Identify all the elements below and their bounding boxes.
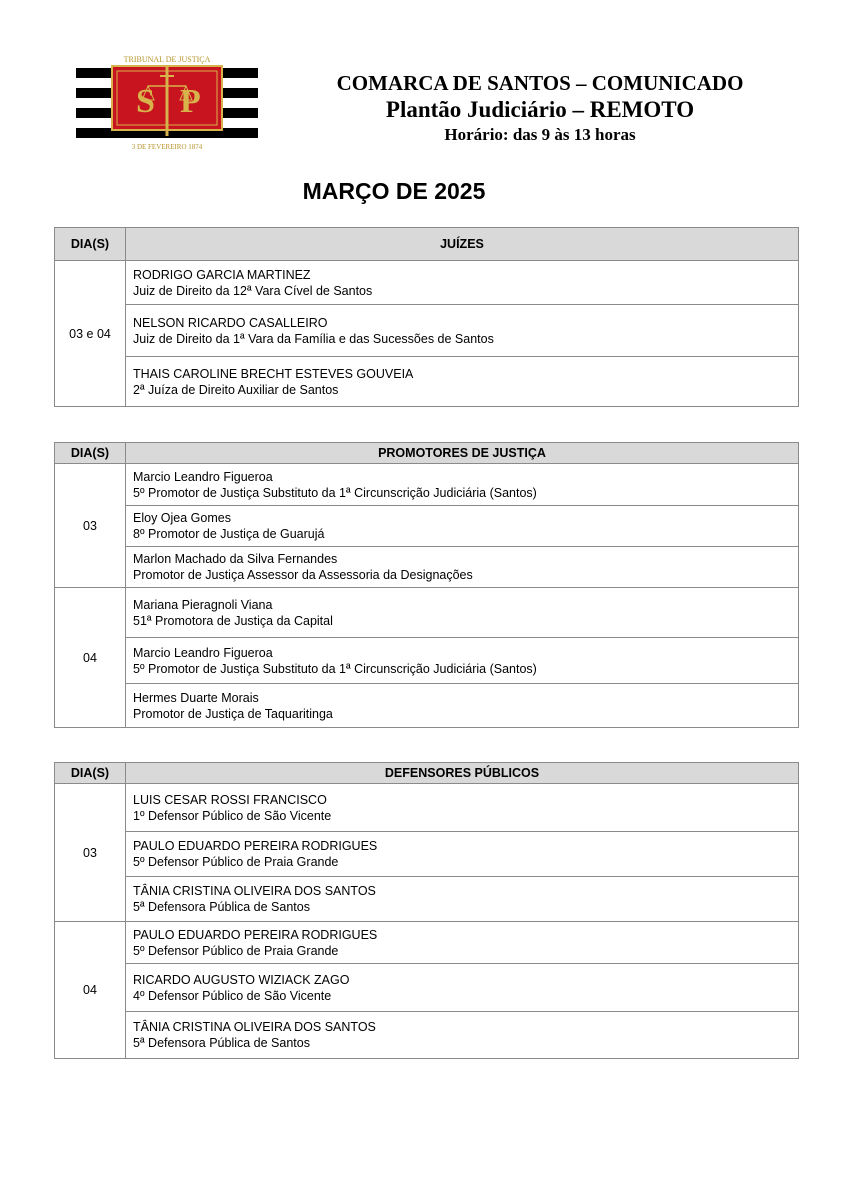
person-name: PAULO EDUARDO PEREIRA RODRIGUES [133, 927, 378, 942]
seal-letter-p: P [180, 83, 201, 120]
person-role: Promotor de Justiça Assessor da Assessoria da Designações [133, 568, 473, 582]
day-cell: 03 [55, 784, 126, 922]
person-cell [126, 261, 799, 305]
person-role: 51ª Promotora de Justiça da Capital [133, 613, 333, 628]
table-row [55, 684, 799, 728]
person-role: 5º Defensor Público de Praia Grande [133, 943, 339, 958]
person-name: LUIS CESAR ROSSI FRANCISCO [133, 792, 327, 807]
table-header-row [55, 763, 799, 784]
person-name: Mariana Pieragnoli Viana [133, 597, 273, 612]
person-cell [126, 638, 799, 684]
col-header-day: DIA(S) [55, 763, 126, 784]
header-line-plantao: Plantão Judiciário – REMOTO [385, 97, 695, 122]
person-role: Juiz de Direito da 1ª Vara da Família e das Sucessões de Santos [133, 331, 494, 346]
col-header-day: DIA(S) [55, 443, 126, 464]
col-header-title: PROMOTORES DE JUSTIÇA [126, 443, 799, 464]
table-row [55, 506, 799, 547]
header-text [300, 70, 780, 146]
person-name: Marlon Machado da Silva Fernandes [133, 552, 338, 566]
person-cell [126, 784, 799, 832]
person-role: Promotor de Justiça de Taquaritinga [133, 706, 333, 721]
table-row [55, 305, 799, 357]
person-cell [126, 464, 799, 506]
juizes-table [54, 227, 799, 407]
table-row [55, 261, 799, 305]
person-name: THAIS CAROLINE BRECHT ESTEVES GOUVEIA [133, 366, 414, 381]
defensores-table [54, 762, 799, 1059]
day-cell: 03 e 04 [55, 261, 126, 407]
person-cell [126, 506, 799, 547]
person-name: RICARDO AUGUSTO WIZIACK ZAGO [133, 972, 350, 987]
person-cell [126, 922, 799, 964]
seal-letter-s: S [136, 83, 155, 120]
person-name: Marcio Leandro Figueroa [133, 469, 273, 484]
person-role: 2ª Juíza de Direito Auxiliar de Santos [133, 382, 339, 397]
header-line-comarca: COMARCA DE SANTOS – COMUNICADO [336, 71, 744, 95]
person-cell [126, 684, 799, 728]
person-name: Marcio Leandro Figueroa [133, 645, 273, 660]
seal-text-top: TRIBUNAL DE JUSTIÇA [123, 55, 211, 64]
person-cell [126, 964, 799, 1012]
table-row [55, 638, 799, 684]
table-row [55, 1012, 799, 1059]
col-header-title: JUÍZES [126, 228, 799, 261]
person-role: 5º Defensor Público de Praia Grande [133, 855, 339, 869]
tribunal-seal-logo [76, 52, 258, 156]
person-name: NELSON RICARDO CASALLEIRO [133, 315, 328, 330]
person-name: Hermes Duarte Morais [133, 690, 259, 705]
person-role: 5ª Defensora Pública de Santos [133, 1036, 310, 1050]
person-role: 8º Promotor de Justiça de Guarujá [133, 527, 325, 541]
person-role: 1º Defensor Público de São Vicente [133, 808, 332, 823]
person-cell [126, 877, 799, 922]
person-cell [126, 305, 799, 357]
person-role: 5ª Defensora Pública de Santos [133, 900, 310, 914]
promotores-table [54, 442, 799, 728]
person-cell [126, 588, 799, 638]
page-header [0, 0, 849, 160]
day-cell: 03 [55, 464, 126, 588]
person-role: 4º Defensor Público de São Vicente [133, 988, 332, 1003]
table-row [55, 832, 799, 877]
person-cell [126, 832, 799, 877]
col-header-title: DEFENSORES PÚBLICOS [126, 763, 799, 784]
person-role: 5º Promotor de Justiça Substituto da 1ª Circunscrição Judiciária (Santos) [133, 485, 537, 500]
table-header-row [55, 228, 799, 261]
person-name: TÂNIA CRISTINA OLIVEIRA DOS SANTOS [133, 1020, 376, 1034]
table-row [55, 547, 799, 588]
month-title: MARÇO DE 2025 [302, 178, 486, 204]
table-row [55, 964, 799, 1012]
person-name: RODRIGO GARCIA MARTINEZ [133, 267, 311, 282]
person-cell [126, 547, 799, 588]
table-row [55, 588, 799, 638]
day-cell: 04 [55, 588, 126, 728]
seal-text-bottom: 3 DE FEVEREIRO 1874 [131, 143, 203, 151]
person-name: PAULO EDUARDO PEREIRA RODRIGUES [133, 839, 378, 853]
table-row [55, 877, 799, 922]
table-row [55, 922, 799, 964]
person-name: Eloy Ojea Gomes [133, 511, 231, 525]
day-cell: 04 [55, 922, 126, 1059]
table-row [55, 464, 799, 506]
person-role: 5º Promotor de Justiça Substituto da 1ª Circunscrição Judiciária (Santos) [133, 661, 537, 676]
col-header-day: DIA(S) [55, 228, 126, 261]
person-cell [126, 357, 799, 407]
header-line-horario: Horário: das 9 às 13 horas [444, 125, 636, 144]
person-name: TÂNIA CRISTINA OLIVEIRA DOS SANTOS [133, 884, 376, 898]
table-header-row [55, 443, 799, 464]
table-row [55, 784, 799, 832]
table-row [55, 357, 799, 407]
person-cell [126, 1012, 799, 1059]
person-role: Juiz de Direito da 12ª Vara Cível de Santos [133, 283, 373, 298]
